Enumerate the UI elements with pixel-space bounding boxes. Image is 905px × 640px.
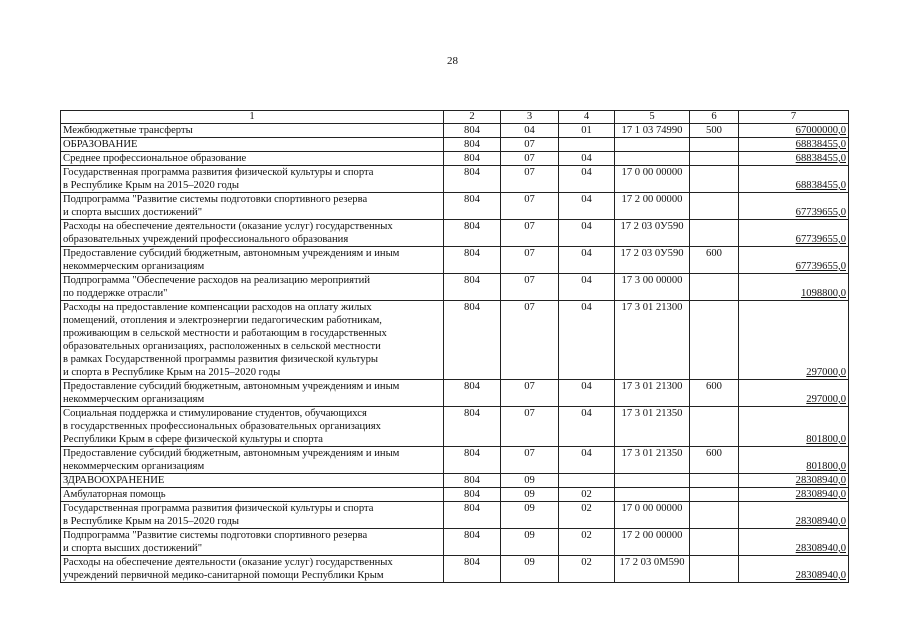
item-name-cell: Расходы на обеспечение деятельности (оказание услуг) государственных учреждений первичной медико-санитарной помощи Республики Крым: [61, 556, 444, 583]
ministry-code-cell: 804: [444, 220, 501, 247]
ministry-code-cell: 804: [444, 556, 501, 583]
amount-cell: 28308940,0: [739, 502, 849, 529]
item-name-cell: Расходы на предоставление компенсации расходов на оплату жилых помещений, отопления и электроэнергии педагогическим работникам, проживающим в сельской местности и работающим в государственных образовательных организациях, расположенных в сельской местности в рамках Государственной программы развития физической культуры и спорта в Республике Крым на 2015–2020 годы: [61, 301, 444, 380]
section-code-cell: 07: [501, 247, 559, 274]
item-name-cell: Межбюджетные трансферты: [61, 124, 444, 138]
ministry-code-cell: 804: [444, 247, 501, 274]
expense-type-cell: 600: [690, 447, 739, 474]
subsection-code-cell: 04: [559, 193, 615, 220]
target-article-cell: 17 2 00 00000: [615, 529, 690, 556]
expense-type-cell: 500: [690, 124, 739, 138]
subsection-code-cell: 02: [559, 488, 615, 502]
subsection-code-cell: 04: [559, 447, 615, 474]
column-header-4: 4: [559, 111, 615, 124]
table-row: [61, 166, 849, 193]
amount-cell: 801800,0: [739, 407, 849, 447]
expense-type-cell: [690, 274, 739, 301]
expense-type-cell: [690, 502, 739, 529]
subsection-code-cell: 04: [559, 380, 615, 407]
ministry-code-cell: 804: [444, 447, 501, 474]
column-header-7: 7: [739, 111, 849, 124]
section-code-cell: 09: [501, 488, 559, 502]
column-header-1: 1: [61, 111, 444, 124]
table-row: [61, 247, 849, 274]
subsection-code-cell: 02: [559, 556, 615, 583]
item-name-cell: Предоставление субсидий бюджетным, автономным учреждениям и иным некоммерческим организациям: [61, 247, 444, 274]
table-row: [61, 274, 849, 301]
expense-type-cell: [690, 220, 739, 247]
subsection-code-cell: 04: [559, 247, 615, 274]
section-code-cell: 07: [501, 152, 559, 166]
subsection-code-cell: 04: [559, 407, 615, 447]
table-header-row: [61, 111, 849, 124]
item-name-cell: ОБРАЗОВАНИЕ: [61, 138, 444, 152]
amount-cell: 801800,0: [739, 447, 849, 474]
subsection-code-cell: 04: [559, 166, 615, 193]
table-row: [61, 138, 849, 152]
expense-type-cell: 600: [690, 247, 739, 274]
ministry-code-cell: 804: [444, 474, 501, 488]
target-article-cell: 17 1 03 74990: [615, 124, 690, 138]
table-row: [61, 502, 849, 529]
item-name-cell: ЗДРАВООХРАНЕНИЕ: [61, 474, 444, 488]
amount-cell: 67739655,0: [739, 220, 849, 247]
target-article-cell: [615, 488, 690, 502]
subsection-code-cell: 04: [559, 152, 615, 166]
table-row: [61, 447, 849, 474]
ministry-code-cell: 804: [444, 502, 501, 529]
target-article-cell: [615, 138, 690, 152]
table-row: [61, 301, 849, 380]
target-article-cell: 17 2 03 0М590: [615, 556, 690, 583]
amount-cell: 67739655,0: [739, 193, 849, 220]
subsection-code-cell: 02: [559, 502, 615, 529]
expense-type-cell: 600: [690, 380, 739, 407]
expense-type-cell: [690, 556, 739, 583]
target-article-cell: 17 2 00 00000: [615, 193, 690, 220]
item-name-cell: Расходы на обеспечение деятельности (оказание услуг) государственных образовательных учреждений профессионального образования: [61, 220, 444, 247]
item-name-cell: Социальная поддержка и стимулирование студентов, обучающихся в государственных профессиональных образовательных организациях Республики Крым в сфере физической культуры и спорта: [61, 407, 444, 447]
section-code-cell: 07: [501, 407, 559, 447]
table-row: [61, 474, 849, 488]
section-code-cell: 07: [501, 166, 559, 193]
amount-cell: 297000,0: [739, 301, 849, 380]
expense-type-cell: [690, 152, 739, 166]
target-article-cell: 17 3 01 21300: [615, 301, 690, 380]
item-name-cell: Подпрограмма "Развитие системы подготовки спортивного резерва и спорта высших достижений": [61, 529, 444, 556]
column-header-2: 2: [444, 111, 501, 124]
subsection-code-cell: 01: [559, 124, 615, 138]
ministry-code-cell: 804: [444, 193, 501, 220]
ministry-code-cell: 804: [444, 166, 501, 193]
target-article-cell: 17 3 01 21350: [615, 407, 690, 447]
section-code-cell: 07: [501, 447, 559, 474]
item-name-cell: Амбулаторная помощь: [61, 488, 444, 502]
section-code-cell: 07: [501, 274, 559, 301]
section-code-cell: 09: [501, 529, 559, 556]
amount-cell: 297000,0: [739, 380, 849, 407]
table-row: [61, 380, 849, 407]
amount-cell: 1098800,0: [739, 274, 849, 301]
amount-cell: 28308940,0: [739, 556, 849, 583]
column-header-3: 3: [501, 111, 559, 124]
item-name-cell: Предоставление субсидий бюджетным, автономным учреждениям и иным некоммерческим организациям: [61, 447, 444, 474]
section-code-cell: 04: [501, 124, 559, 138]
subsection-code-cell: 02: [559, 529, 615, 556]
amount-cell: 68838455,0: [739, 166, 849, 193]
target-article-cell: 17 3 01 21350: [615, 447, 690, 474]
section-code-cell: 09: [501, 556, 559, 583]
expense-type-cell: [690, 166, 739, 193]
item-name-cell: Подпрограмма "Обеспечение расходов на реализацию мероприятий по поддержке отрасли": [61, 274, 444, 301]
target-article-cell: [615, 152, 690, 166]
expense-type-cell: [690, 474, 739, 488]
column-header-5: 5: [615, 111, 690, 124]
ministry-code-cell: 804: [444, 152, 501, 166]
ministry-code-cell: 804: [444, 529, 501, 556]
ministry-code-cell: 804: [444, 274, 501, 301]
budget-table: [60, 110, 849, 583]
table-row: [61, 407, 849, 447]
expense-type-cell: [690, 529, 739, 556]
subsection-code-cell: [559, 138, 615, 152]
expense-type-cell: [690, 488, 739, 502]
amount-cell: 67739655,0: [739, 247, 849, 274]
section-code-cell: 07: [501, 138, 559, 152]
target-article-cell: 17 2 03 0У590: [615, 220, 690, 247]
section-code-cell: 07: [501, 380, 559, 407]
section-code-cell: 09: [501, 474, 559, 488]
table-row: [61, 556, 849, 583]
target-article-cell: 17 2 03 0У590: [615, 247, 690, 274]
ministry-code-cell: 804: [444, 301, 501, 380]
subsection-code-cell: 04: [559, 274, 615, 301]
ministry-code-cell: 804: [444, 138, 501, 152]
item-name-cell: Государственная программа развития физической культуры и спорта в Республике Крым на 2015–2020 годы: [61, 502, 444, 529]
section-code-cell: 07: [501, 301, 559, 380]
ministry-code-cell: 804: [444, 124, 501, 138]
amount-cell: 68838455,0: [739, 152, 849, 166]
expense-type-cell: [690, 301, 739, 380]
target-article-cell: 17 0 00 00000: [615, 502, 690, 529]
table-row: [61, 529, 849, 556]
subsection-code-cell: [559, 474, 615, 488]
subsection-code-cell: 04: [559, 301, 615, 380]
amount-cell: 28308940,0: [739, 488, 849, 502]
expense-type-cell: [690, 138, 739, 152]
item-name-cell: Подпрограмма "Развитие системы подготовки спортивного резерва и спорта высших достижений": [61, 193, 444, 220]
table-row: [61, 488, 849, 502]
target-article-cell: [615, 474, 690, 488]
subsection-code-cell: 04: [559, 220, 615, 247]
item-name-cell: Предоставление субсидий бюджетным, автономным учреждениям и иным некоммерческим организациям: [61, 380, 444, 407]
target-article-cell: 17 3 01 21300: [615, 380, 690, 407]
ministry-code-cell: 804: [444, 488, 501, 502]
table-row: [61, 124, 849, 138]
column-header-6: 6: [690, 111, 739, 124]
amount-cell: 67000000,0: [739, 124, 849, 138]
section-code-cell: 07: [501, 193, 559, 220]
item-name-cell: Государственная программа развития физической культуры и спорта в Республике Крым на 2015–2020 годы: [61, 166, 444, 193]
ministry-code-cell: 804: [444, 407, 501, 447]
amount-cell: 28308940,0: [739, 474, 849, 488]
amount-cell: 28308940,0: [739, 529, 849, 556]
table-row: [61, 193, 849, 220]
table-row: [61, 152, 849, 166]
amount-cell: 68838455,0: [739, 138, 849, 152]
expense-type-cell: [690, 407, 739, 447]
table-row: [61, 220, 849, 247]
table-body: [61, 124, 849, 583]
section-code-cell: 07: [501, 220, 559, 247]
expense-type-cell: [690, 193, 739, 220]
page-number: 28: [447, 55, 458, 67]
target-article-cell: 17 0 00 00000: [615, 166, 690, 193]
target-article-cell: 17 3 00 00000: [615, 274, 690, 301]
ministry-code-cell: 804: [444, 380, 501, 407]
section-code-cell: 09: [501, 502, 559, 529]
item-name-cell: Среднее профессиональное образование: [61, 152, 444, 166]
